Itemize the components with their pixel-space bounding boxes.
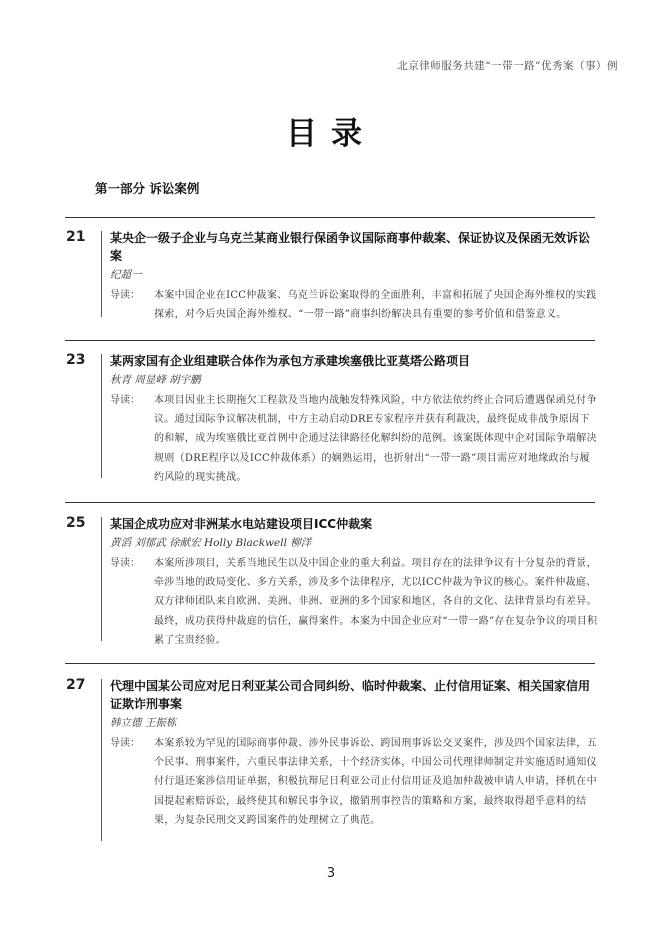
page-title: 目录: [286, 116, 376, 152]
entry-vertical-rule: [101, 231, 102, 317]
entry-summary: 本案系较为罕见的国际商事仲裁、涉外民事诉讼、跨国刑事诉讼交叉案件，涉及四个国家法律，五个民事、刑事案件，六重民事法律关系，十个经济实体，中国公司代理律师制定并实施适时通知仪付行退还案涉信用证单据，积极抗辩尼日利亚公司止付信用证及追加仲裁被申请人申请，择机在中国提起索赔诉讼，最终使其和解民事争议，撤销刑事控告的策略和方案，最终取得超乎意料的结果，为复杂民刑交叉跨国案件的处理树立了典范。: [154, 738, 597, 826]
entry-summary: 本案中国企业在ICC仲裁案、乌克兰诉讼案取得的全面胜利，丰富和拓展了央国企海外维权的实践探索，对今后央国企海外维权、“一带一路”商事纠纷解决具有重要的参考价值和借鉴意义。: [154, 290, 597, 321]
entry-page-number: 21: [66, 229, 86, 245]
entry-page-number: 27: [66, 677, 86, 693]
entry-authors: 秋青 周显峰 胡宇鹏: [110, 374, 201, 386]
part-heading: 第一部分 诉讼案例: [95, 181, 200, 196]
entry-page-number: 25: [66, 515, 86, 531]
separator-line: [65, 502, 595, 503]
entry-summary: 本项目因业主长期拖欠工程款及当地内战触发特殊风险，中方依法依约终止合同后遭遇保函兑付争议。通过国际争议解决机制，中方主动启动DRE专家程序并获有利裁决，最终促成非战争原因下的和解，成为埃塞俄比亚首例中企通过法律路径化解纠纷的范例。该案既体现中企对国际争端解决规则（DRE程序以及ICC仲裁体系）的娴熟运用，也折射出“一带一路”项目需应对地缘政治与履约风险的现实挑战。: [154, 395, 597, 483]
entry-title[interactable]: 某国企成功应对非洲某水电站建设项目ICC仲裁案: [110, 517, 373, 531]
running-header: 北京律师服务共建“一带一路”优秀案（事）例: [397, 60, 618, 72]
entry-authors: 韩立德 王振栋: [110, 717, 177, 729]
entry-authors: 纪超一: [110, 269, 142, 281]
entry-summary: 本案所涉项目，关系当地民生以及中国企业的重大利益。项目存在的法律争议有十分复杂的背景，牵涉当地的政局变化、多方关系，涉及多个法律程序，尤以ICC仲裁为争议的核心。案件仲裁庭、双方律师团队来自欧洲、美洲、非洲、亚洲的多个国家和地区，各自的文化、法律背景均有差异。最终，成功获得仲裁庭的信任，赢得案件。本案为中国企业应对“一带一路”存在复杂争议的项目积累了宝贵经验。: [154, 558, 598, 646]
summary-label: 导读：: [110, 395, 140, 406]
entry-title[interactable]: 某两家国有企业组建联合体作为承包方承建埃塞俄比亚莫塔公路项目: [110, 354, 471, 368]
entry-vertical-rule: [101, 517, 102, 641]
summary-label: 导读：: [110, 738, 140, 749]
entry-title[interactable]: 某央企一级子企业与乌克兰某商业银行保函争议国际商事仲裁案、保证协议及保函无效诉讼案: [110, 231, 591, 263]
separator-line: [65, 217, 595, 218]
page-number: 3: [326, 866, 336, 881]
entry-vertical-rule: [101, 354, 102, 478]
entry-title[interactable]: 代理中国某公司应对尼日利亚某公司合同纠纷、临时仲裁案、止付信用证案、相关国家信用证欺诈刑事案: [110, 679, 591, 711]
entry-authors: 黄滔 刘郁武 徐献宏 Holly Blackwell 柳洋: [110, 537, 312, 549]
summary-label: 导读：: [110, 290, 140, 301]
entry-vertical-rule: [101, 679, 102, 841]
entry-page-number: 23: [66, 352, 86, 368]
separator-line: [65, 663, 595, 664]
summary-label: 导读：: [110, 558, 140, 569]
separator-line: [65, 340, 595, 341]
